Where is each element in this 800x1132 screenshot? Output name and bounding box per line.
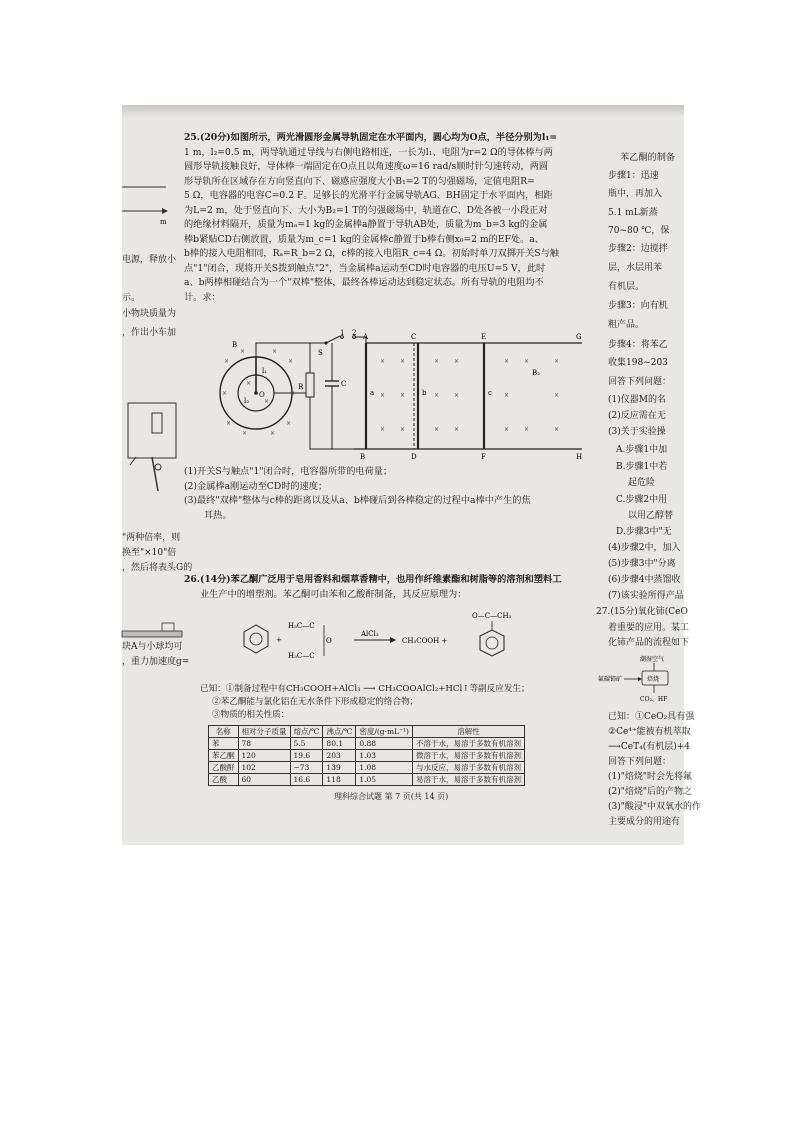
right-line-23: (5)步骤3中"分离 — [608, 559, 676, 569]
table-cell: 1.03 — [356, 750, 413, 762]
right-line-15: (3)关于实验操 — [608, 427, 666, 437]
svg-text:×: × — [504, 426, 510, 433]
svg-text:×: × — [288, 358, 294, 365]
q26-known-1: 已知：①制备过程中有CH₃COOH+AlCl₃ ⟶ CH₃COOAlCl₂+HCl↑等副反应发生； — [200, 684, 530, 694]
label-l1: l₁ — [262, 367, 268, 375]
right-line-6: 层，水层用苯 — [608, 263, 663, 273]
q26-known-2: ②苯乙酮能与氯化铝在无水条件下形成稳定的络合物； — [212, 697, 419, 707]
table-header: 熔点/℃ — [290, 726, 323, 738]
q25-question-2: (2)金属棒a刚运动至CD时的速度； — [184, 480, 328, 492]
right-line-2: 瓶中，再加入 — [608, 189, 663, 199]
right-line-13: (1)仪器M的名 — [608, 395, 666, 405]
table-row — [209, 738, 525, 750]
table-cell: −73 — [290, 762, 323, 774]
table-row — [209, 750, 525, 762]
svg-text:×: × — [380, 392, 386, 399]
svg-text:×: × — [242, 430, 248, 437]
right-line-26: 27.(15分)氧化铈(CeO — [596, 607, 688, 617]
label-R: R — [298, 383, 304, 391]
q26-properties-table — [208, 725, 525, 786]
table-cell: 乙酸酐 — [209, 762, 239, 774]
table-cell: 0.88 — [356, 738, 413, 750]
svg-text:×: × — [454, 426, 460, 433]
q26-known — [184, 683, 594, 722]
svg-text:×: × — [270, 430, 276, 437]
reaction-product-side: CH₃COOH + — [402, 637, 448, 645]
svg-text:×: × — [286, 420, 292, 427]
svg-text:×: × — [272, 348, 278, 355]
right-line-5: 步骤2：边搅拌 — [608, 244, 668, 254]
left-fragment-track — [122, 623, 182, 643]
svg-text:×: × — [240, 348, 246, 355]
right-line-1: 步骤1：迅速 — [608, 171, 659, 181]
table-cell: 苯乙酮 — [209, 750, 239, 762]
table-cell: 203 — [323, 750, 356, 762]
table-header: 名称 — [209, 726, 239, 738]
svg-text:O: O — [326, 637, 332, 645]
table-cell: 102 — [238, 762, 290, 774]
svg-text:×: × — [434, 426, 440, 433]
q25-line-5: 为L=2 m，处于竖直向下、大小为B₂=1 T的匀强磁场中，轨道在C、D处各被一小段正对 — [184, 204, 548, 216]
q25-line-1: 1 m，l₂=0.5 m，两导轨通过导线与右侧电路相连，一长为l₁、电阻为r=2 Ω的导体棒与两 — [184, 146, 553, 158]
table-cell: 19.6 — [290, 750, 323, 762]
right-line-25: (7)该实验所得产品 — [608, 591, 684, 601]
right-line-0: 苯乙酮的制备 — [620, 152, 676, 163]
table-header: 密度/(g·mL⁻¹) — [356, 726, 413, 738]
q25-circuit-diagram — [214, 329, 584, 461]
q25-line-7: 棒b紧贴CD右侧放置，质量为m_c=1 kg的金属棒c静置于b棒右侧x₀=2 m的EF处。a、 — [184, 233, 544, 245]
table-row — [209, 762, 525, 774]
q26-reaction — [224, 610, 564, 680]
svg-text:×: × — [224, 358, 230, 365]
table-cell: 139 — [323, 762, 356, 774]
label-c: c — [488, 389, 492, 397]
q25-line-4: 5 Ω，电容器的电容C=0.2 F。足够长的光滑平行金属导轨AG、BH固定于水平面内，相距 — [184, 190, 553, 201]
table-cell: 1.05 — [356, 774, 413, 786]
q25-question-3-cont: 耳热。 — [204, 509, 232, 521]
right-line-17: B.步骤1中若 — [616, 462, 668, 472]
left-fragment-graph — [122, 175, 182, 295]
svg-text:×: × — [524, 358, 530, 365]
table-cell: 与水反应，易溶于多数有机溶剂 — [412, 762, 524, 774]
label-l2: l₂ — [244, 397, 250, 405]
right-line-16: A.步骤1中加 — [616, 445, 668, 455]
q25-line-10: a、b两棒相碰结合为一个"双棒"整体，最终各棒运动达到稳定状态。所有导轨的电阻均不 — [184, 277, 544, 288]
label-F: F — [481, 453, 486, 461]
label-a: a — [370, 389, 375, 397]
q25-question-1: (1)开关S与触点"1"闭合时，电容器所带的电荷量； — [184, 466, 393, 477]
label-S: S — [318, 349, 323, 357]
svg-text:+: + — [276, 636, 282, 644]
label-1: 1 — [340, 329, 345, 337]
svg-text:×: × — [434, 392, 440, 399]
right-line-3: 5.1 mL新蒸 — [608, 208, 658, 218]
table-cell: 乙酸 — [209, 774, 239, 786]
reaction-reagent: AlCl₃ — [361, 630, 379, 638]
q25-line-11: 计。求： — [184, 291, 221, 303]
right-line-8: 步骤3：向有机 — [608, 301, 668, 311]
benzene-ring-icon — [244, 625, 268, 653]
table-cell: 苯 — [209, 738, 239, 750]
right-line-18: 起危险 — [628, 478, 656, 488]
svg-text:×: × — [554, 392, 560, 399]
q25-line-3: 形导轨所在区域存在方向竖直向下、磁感应强度大小B₁=2 T的匀强磁场，定值电阻R= — [184, 175, 535, 187]
table-cell: 60 — [238, 774, 290, 786]
left-line-8: ，然后将表头G的 — [122, 563, 193, 573]
right-line-28: 化铈产品的流程如下 — [608, 638, 690, 648]
label-H: H — [576, 453, 583, 461]
left-axis-label: m — [160, 218, 167, 226]
label-C: C — [411, 333, 417, 341]
page-footer: 理科综合试题 第 7 页(共 14 页) — [334, 792, 449, 801]
label-O: O — [259, 391, 265, 399]
label-B1: B — [232, 341, 238, 349]
table-cell: 78 — [238, 738, 290, 750]
right-line-10: 步骤4：将苯乙 — [608, 340, 668, 350]
q25-line-2: 圆形导轨接触良好，导体棒一端固定在O点且以角速度ω=16 rad/s顺时针匀速转动，两圆 — [184, 161, 549, 172]
q25-line-9: 点"1"闭合，现将开关S拨到触点"2"，当金属棒a运动至CD时电容器的电压U=5 V，此时 — [184, 262, 546, 274]
right-line-12: 回答下列问题： — [608, 377, 672, 387]
main-column — [184, 105, 594, 845]
q26-known-3: ③物质的相关性质： — [212, 710, 290, 720]
table-header: 溶解性 — [412, 726, 524, 738]
left-line-11: 块A与小球均可 — [122, 642, 183, 652]
table-header: 相对分子质量 — [238, 726, 290, 738]
q26-line-1: 业生产中的增塑剂。苯乙酮可由苯和乙酸酐制备，其反应原理为： — [200, 588, 467, 600]
right-line-32: 已知：①CeO₂具有强 — [608, 712, 695, 722]
label-C-cap: C — [341, 380, 347, 388]
phenyl-ring-icon — [480, 630, 504, 656]
table-header-row — [209, 726, 525, 738]
table-cell: 不溶于水，易溶于多数有机溶剂 — [412, 738, 524, 750]
label-b: b — [422, 389, 427, 397]
svg-text:×: × — [226, 420, 232, 427]
label-A: A — [363, 333, 369, 341]
flow-air: 潮湿空气 — [640, 656, 665, 663]
left-fragment-circuit — [122, 395, 182, 495]
table-cell: 微溶于水，易溶于多数有机溶剂 — [412, 750, 524, 762]
svg-text:×: × — [554, 426, 560, 433]
right-line-4: 70~80 ℃，保 — [608, 226, 670, 236]
right-line-36: (1)"焙烧"时会先将氟 — [608, 772, 693, 782]
svg-text:×: × — [380, 426, 386, 433]
table-cell: 80.1 — [323, 738, 356, 750]
table-cell: 16.6 — [290, 774, 323, 786]
right-line-27: 着重要的应用。某工 — [608, 623, 690, 633]
right-line-34: ⟶CeT₄(有机层)+4 — [608, 742, 691, 752]
left-line-7: 换至"×10"倍 — [122, 548, 177, 558]
q25-line-8: b棒的接入电阻相同，Rₐ=R_b=2 Ω，c棒的接入电阻R_c=4 Ω。初始时单刀双掷开关S与触 — [184, 248, 559, 259]
right-line-37: (2)"焙烧"后的产物之 — [608, 787, 693, 797]
ketone-top: O—C—CH₃ — [472, 612, 512, 620]
label-E: E — [481, 333, 487, 341]
left-column — [122, 105, 193, 845]
right-line-21: D.步骤3中"无 — [616, 527, 672, 537]
right-line-38: (3)"酸浸"中双氧水的作 — [608, 802, 702, 812]
svg-text:×: × — [400, 426, 406, 433]
left-line-4: ，作出小车加 — [122, 328, 177, 338]
right-line-20: 以用乙醇替 — [628, 511, 674, 521]
table-row — [209, 774, 525, 786]
right-line-24: (6)步骤4中蒸馏收 — [608, 575, 681, 585]
svg-text:×: × — [222, 390, 228, 397]
right-line-19: C.步骤2中用 — [616, 495, 668, 505]
svg-text:×: × — [264, 398, 270, 405]
svg-text:×: × — [380, 358, 386, 365]
right-line-39: 主要成分的用途有 — [608, 817, 681, 827]
right-line-11: 收集198~203 — [608, 358, 668, 368]
svg-text:×: × — [434, 358, 440, 365]
right-line-22: (4)步骤2中，加入 — [608, 543, 681, 553]
flow-ore: 氟碳铈矿 — [598, 676, 623, 683]
q25-question-3: (3)最终"双棒"整体与c棒的距离以及从a、b棒碰后到各棒稳定的过程中a棒中产生的焦 — [184, 495, 531, 506]
flow-roast: 焙烧 — [647, 676, 660, 683]
svg-text:×: × — [290, 390, 296, 397]
right-line-14: (2)反应需在无 — [608, 411, 666, 421]
label-B: B — [360, 453, 366, 461]
q25-line-6: 的绝缘材料隔开，质量为mₐ=1 kg的金属棒a静置于导轨AB处，质量为m_b=3 kg的金属 — [184, 219, 548, 230]
q26-line-0: 26.(14分)苯乙酮广泛用于皂用香料和烟草香精中，也用作纤维素酯和树脂等的溶剂和塑料工 — [184, 574, 562, 585]
label-2: 2 — [352, 329, 357, 337]
label-D: D — [411, 453, 417, 461]
table-cell: 易溶于水，易溶于多数有机溶剂 — [412, 774, 524, 786]
flow-gases: CO₂、HF — [640, 696, 668, 703]
table-header: 沸点/℃ — [323, 726, 356, 738]
q25-statement — [184, 131, 594, 305]
right-line-7: 有机层。 — [608, 282, 645, 292]
table-cell: 118 — [323, 774, 356, 786]
svg-text:×: × — [454, 358, 460, 365]
svg-text:×: × — [504, 358, 510, 365]
left-line-1: 电源，释放小 — [122, 255, 177, 265]
svg-text:×: × — [504, 392, 510, 399]
left-line-2: 示。 — [122, 293, 141, 303]
table-cell: 1.08 — [356, 762, 413, 774]
q25-line-0: 25.(20分)如图所示，两光滑圆形金属导轨固定在水平面内，圆心均为O点，半径分别为l₁= — [184, 132, 558, 143]
left-line-6: "两种倍率，则 — [122, 533, 181, 543]
label-G: G — [576, 333, 582, 341]
svg-text:×: × — [400, 358, 406, 365]
svg-text:×: × — [246, 380, 252, 387]
q26-statement — [184, 573, 594, 602]
table-cell: 120 — [238, 750, 290, 762]
left-line-3: 小物块质量为 — [122, 309, 177, 319]
svg-text:×: × — [554, 358, 560, 365]
right-line-33: ②Ce⁴⁺能被有机萃取 — [608, 727, 691, 737]
svg-text:×: × — [524, 426, 530, 433]
right-column — [596, 105, 702, 845]
right-line-9: 粗产品。 — [608, 320, 645, 330]
svg-text:×: × — [454, 392, 460, 399]
left-line-12: ，重力加速度g= — [122, 657, 190, 667]
svg-text:×: × — [400, 392, 406, 399]
exam-sheet — [122, 105, 702, 845]
right-line-35: 回答下列问题： — [608, 757, 672, 767]
table-cell: 5.5 — [290, 738, 323, 750]
anhydride-top: H₃C—C — [288, 622, 315, 630]
label-B2: B₂ — [532, 369, 540, 377]
anhydride-bottom: H₃C—C — [288, 652, 315, 660]
q25-questions — [184, 465, 594, 523]
q27-flow-chart — [596, 655, 684, 705]
